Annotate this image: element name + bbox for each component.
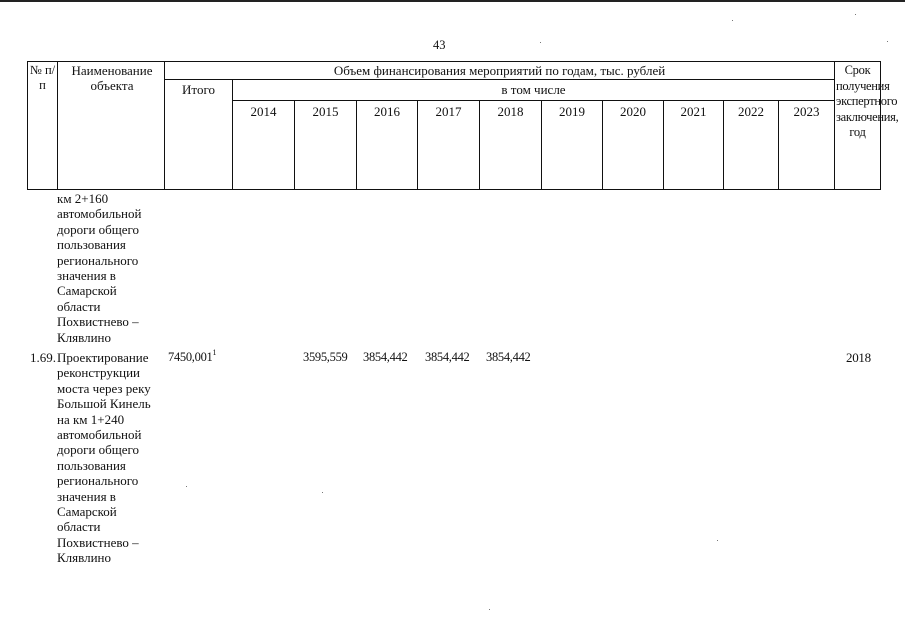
name-line: на км 1+240 — [57, 411, 125, 427]
name-line: автомобильной — [57, 427, 142, 443]
name-line: дороги общего — [57, 221, 140, 237]
row-continuation-name — [57, 191, 165, 345]
header-year-2016: 2016 — [356, 100, 418, 190]
scan-speck — [489, 609, 490, 610]
scan-speck — [855, 14, 856, 15]
header-year-2014: 2014 — [232, 100, 295, 190]
name-line: Самарской — [57, 283, 117, 299]
value-2017: 3854,442 — [425, 350, 470, 364]
scan-speck — [887, 41, 888, 42]
value-2016: 3854,442 — [363, 350, 408, 364]
name-line: значения в — [57, 488, 116, 504]
header-year-2015: 2015 — [294, 100, 357, 190]
scan-speck — [732, 20, 733, 21]
name-line: Проектирование — [57, 350, 149, 365]
top-edge-rule — [0, 0, 905, 2]
header-year-2017: 2017 — [417, 100, 480, 190]
header-number: № п/п — [27, 61, 58, 190]
name-line: области — [57, 519, 101, 535]
row-name — [57, 350, 165, 566]
scan-speck — [186, 486, 187, 487]
name-line: регионального — [57, 252, 139, 268]
name-line: области — [57, 298, 101, 314]
name-line: регионального — [57, 473, 139, 489]
header-including: в том числе — [232, 79, 835, 101]
header-year-2018: 2018 — [479, 100, 542, 190]
header-year-2019: 2019 — [541, 100, 603, 190]
name-line: Клявлино — [57, 550, 112, 566]
scan-speck — [540, 42, 541, 43]
name-line: дороги общего — [57, 442, 140, 458]
name-line: реконструкции — [57, 365, 141, 381]
header-year-2020: 2020 — [602, 100, 664, 190]
header-year-2022: 2022 — [723, 100, 779, 190]
row-number: 1.69. — [30, 350, 56, 365]
name-line: автомобильной — [57, 206, 142, 222]
header-year-2021: 2021 — [663, 100, 724, 190]
name-line: пользования — [57, 237, 126, 253]
header-name: Наименование объекта — [57, 61, 165, 190]
name-line: км 2+160 — [57, 191, 109, 206]
value-2018: 3854,442 — [486, 350, 531, 364]
header-total: Итого — [164, 79, 233, 190]
name-line: моста через реку — [57, 380, 151, 396]
total-footnote-marker: 1 — [212, 348, 217, 357]
name-line: Большой Кинель — [57, 396, 151, 412]
row-total — [168, 350, 216, 365]
scan-speck — [717, 540, 718, 541]
name-line: Самарской — [57, 504, 117, 520]
name-line: Клявлино — [57, 329, 112, 345]
page-number: 43 — [433, 38, 446, 52]
header-term: Срок получения экспертного заключения, год — [834, 61, 881, 190]
name-line: Похвистнево – — [57, 314, 139, 330]
name-line: Похвистнево – — [57, 534, 139, 550]
header-funding: Объем финансирования мероприятий по годам, тыс. рублей — [164, 61, 835, 80]
value-2015: 3595,559 — [303, 350, 348, 364]
name-line: значения в — [57, 268, 116, 284]
name-line: пользования — [57, 457, 126, 473]
total-value: 7450,001 — [168, 350, 213, 364]
scan-speck — [322, 492, 323, 493]
row-term: 2018 — [846, 350, 871, 365]
header-year-2023: 2023 — [778, 100, 835, 190]
